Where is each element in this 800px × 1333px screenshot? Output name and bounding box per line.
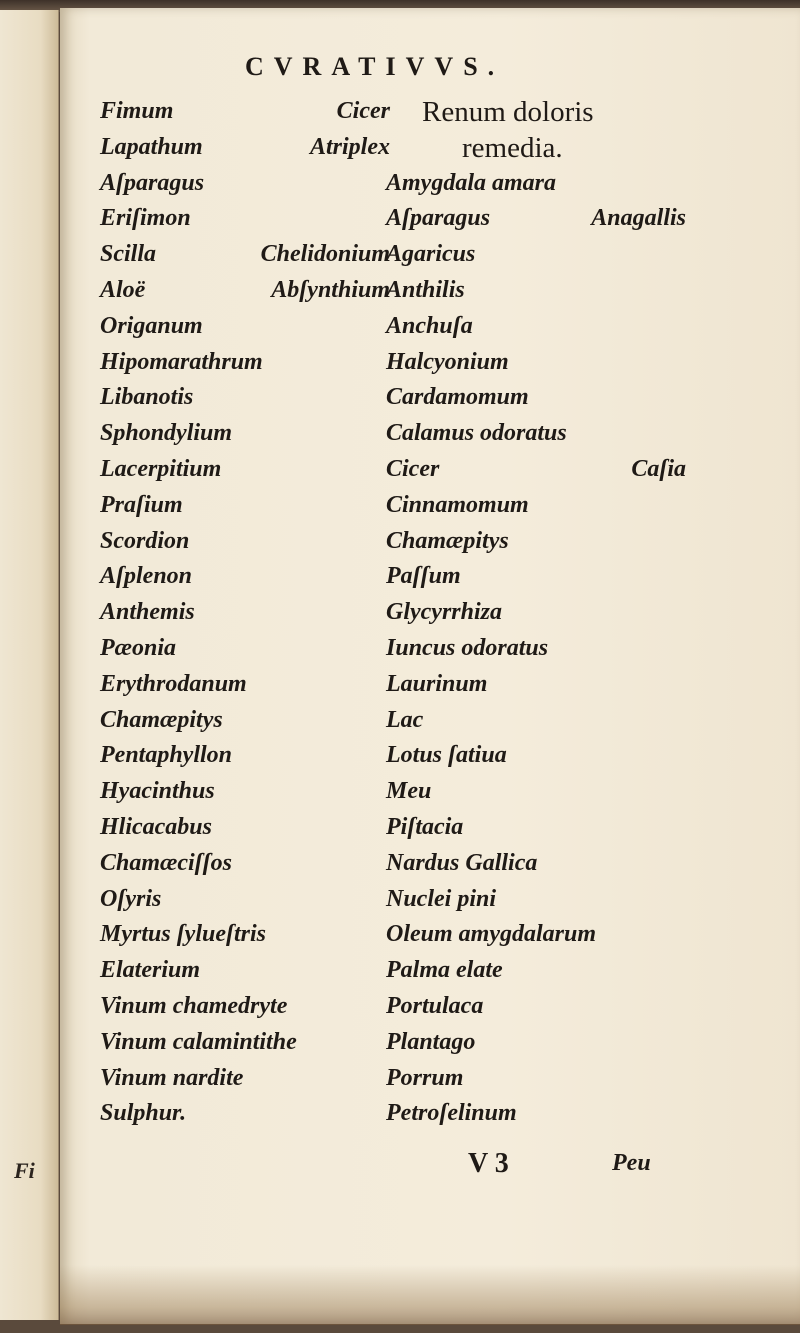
text-line <box>386 488 686 524</box>
entry-text: Lotus ſatiua <box>386 742 507 769</box>
entry-text: Eriſimon <box>100 205 191 232</box>
entry-text: Sulphur. <box>100 1100 187 1127</box>
text-line <box>100 1025 390 1061</box>
text-line <box>386 774 686 810</box>
entry-text: Portulaca <box>386 992 484 1019</box>
entry-text: Anchuſa <box>386 312 473 339</box>
entry-text: Scordion <box>100 527 190 554</box>
entry-text: Anthemis <box>100 599 195 626</box>
entry-text: Fimum <box>100 98 174 124</box>
text-line <box>386 559 686 595</box>
entry-text: Aſparagus <box>100 169 205 196</box>
entry-text: Lapathum <box>100 133 203 160</box>
text-line <box>100 524 390 560</box>
entry-text: Lac <box>386 706 424 733</box>
line-spacer <box>386 130 686 166</box>
page-stain <box>60 1265 800 1325</box>
text-line <box>386 667 686 703</box>
entry-text: Praſium <box>100 491 183 518</box>
entry-text: Oleum amygdalarum <box>386 921 597 948</box>
text-line <box>100 882 390 918</box>
entry-text: Cinnamomum <box>386 491 529 518</box>
entry-text: Vinum calamintithe <box>100 1028 297 1055</box>
text-line <box>100 846 390 882</box>
entry-text-secondary: Anagallis <box>591 205 686 232</box>
entry-text: Palma elate <box>386 957 503 984</box>
text-line <box>100 667 390 703</box>
text-line <box>386 882 686 918</box>
entry-text: Anthilis <box>386 276 465 303</box>
entry-text-secondary: Chelidonium <box>260 241 390 268</box>
text-line <box>386 345 686 381</box>
facing-page-fragment: Fi <box>14 1158 35 1183</box>
entry-text: Chamæpitys <box>386 527 509 554</box>
text-line <box>100 273 390 309</box>
text-line <box>100 130 390 166</box>
entry-text: Cicer <box>386 455 440 482</box>
entry-text-secondary: Cicer <box>336 98 390 124</box>
facing-page-edge <box>0 10 59 1320</box>
entry-text: Hlicacabus <box>100 813 212 840</box>
entry-text: Laurinum <box>386 670 488 697</box>
text-line <box>386 380 686 416</box>
text-line <box>386 309 686 345</box>
text-line <box>100 488 390 524</box>
text-line <box>100 201 390 237</box>
text-line <box>386 416 686 452</box>
entry-text: Origanum <box>100 312 203 339</box>
right-column <box>386 94 686 1132</box>
text-line <box>100 559 390 595</box>
entry-text: Petroſelinum <box>386 1100 517 1127</box>
entry-text: Myrtus ſylueſtris <box>100 921 267 948</box>
text-line <box>386 1096 686 1132</box>
section-heading-line-1: Renum doloris <box>422 96 594 128</box>
text-line <box>386 273 686 309</box>
text-line <box>386 201 686 237</box>
text-line <box>386 1061 686 1097</box>
left-column <box>100 94 390 1132</box>
text-line <box>386 738 686 774</box>
section-heading-line-2: remedia. <box>462 132 563 164</box>
text-line <box>100 738 390 774</box>
entry-text: Chamæciſſos <box>100 849 232 876</box>
text-line <box>100 94 390 130</box>
text-line <box>386 917 686 953</box>
running-head: CVRATIVVS. <box>245 52 505 81</box>
entry-text: Scilla <box>100 241 157 268</box>
entry-text: Porrum <box>386 1064 464 1091</box>
entry-text: Pentaphyllon <box>100 742 233 769</box>
text-line <box>100 989 390 1025</box>
text-line <box>100 703 390 739</box>
entry-text: Meu <box>386 778 432 805</box>
entry-text: Pæonia <box>100 634 177 661</box>
text-line <box>100 631 390 667</box>
entry-text: Sphondylium <box>100 420 233 447</box>
text-line <box>100 1061 390 1097</box>
text-line <box>386 1025 686 1061</box>
entry-text-secondary: Abſynthium <box>271 276 390 303</box>
text-line <box>386 237 686 273</box>
text-line <box>386 703 686 739</box>
text-line <box>386 810 686 846</box>
entry-text: Piſtacia <box>386 813 464 840</box>
text-line <box>386 989 686 1025</box>
text-line <box>386 166 686 202</box>
text-line <box>100 595 390 631</box>
entry-text: Vinum nardite <box>100 1064 244 1091</box>
text-line <box>100 917 390 953</box>
entry-text: Iuncus odoratus <box>386 634 549 661</box>
entry-text: Aſplenon <box>100 563 193 590</box>
entry-text: Plantago <box>386 1028 476 1055</box>
text-line <box>100 309 390 345</box>
entry-text: Halcyonium <box>386 348 509 375</box>
entry-text: Nuclei pini <box>386 885 497 912</box>
entry-text: Vinum chamedryte <box>100 992 288 1019</box>
line-spacer <box>386 94 686 130</box>
text-line <box>100 416 390 452</box>
entry-text: Elaterium <box>100 957 201 984</box>
text-line <box>386 452 686 488</box>
entry-text: Agaricus <box>386 241 476 268</box>
text-line <box>100 452 390 488</box>
entry-text: Glycyrrhiza <box>386 599 502 626</box>
catchword: Peu <box>612 1150 651 1176</box>
entry-text-secondary: Atriplex <box>309 133 390 160</box>
text-line <box>100 380 390 416</box>
text-line <box>386 631 686 667</box>
entry-text: Lacerpitium <box>100 455 222 482</box>
entry-text: Nardus Gallica <box>386 849 538 876</box>
text-line <box>100 1096 390 1132</box>
entry-text: Chamæpitys <box>100 706 223 733</box>
entry-text: Aloë <box>100 276 146 303</box>
entry-text: Paſſum <box>386 563 461 590</box>
text-line <box>386 953 686 989</box>
entry-text: Cardamomum <box>386 384 529 411</box>
text-line <box>100 237 390 273</box>
entry-text: Hyacinthus <box>100 778 215 805</box>
entry-text: Oſyris <box>100 885 162 912</box>
entry-text: Aſparagus <box>386 205 491 232</box>
entry-text-secondary: Caſia <box>631 455 686 482</box>
entry-text: Hipomarathrum <box>100 348 263 375</box>
text-line <box>100 953 390 989</box>
text-line <box>100 774 390 810</box>
signature-mark: V 3 <box>468 1148 509 1179</box>
text-line <box>100 345 390 381</box>
entry-text: Amygdala amara <box>386 169 557 196</box>
text-line <box>386 846 686 882</box>
entry-text: Erythrodanum <box>100 670 247 697</box>
text-line <box>386 595 686 631</box>
entry-text: Calamus odoratus <box>386 420 567 447</box>
text-line <box>100 810 390 846</box>
text-line <box>100 166 390 202</box>
entry-text: Libanotis <box>100 384 194 411</box>
text-line <box>386 524 686 560</box>
